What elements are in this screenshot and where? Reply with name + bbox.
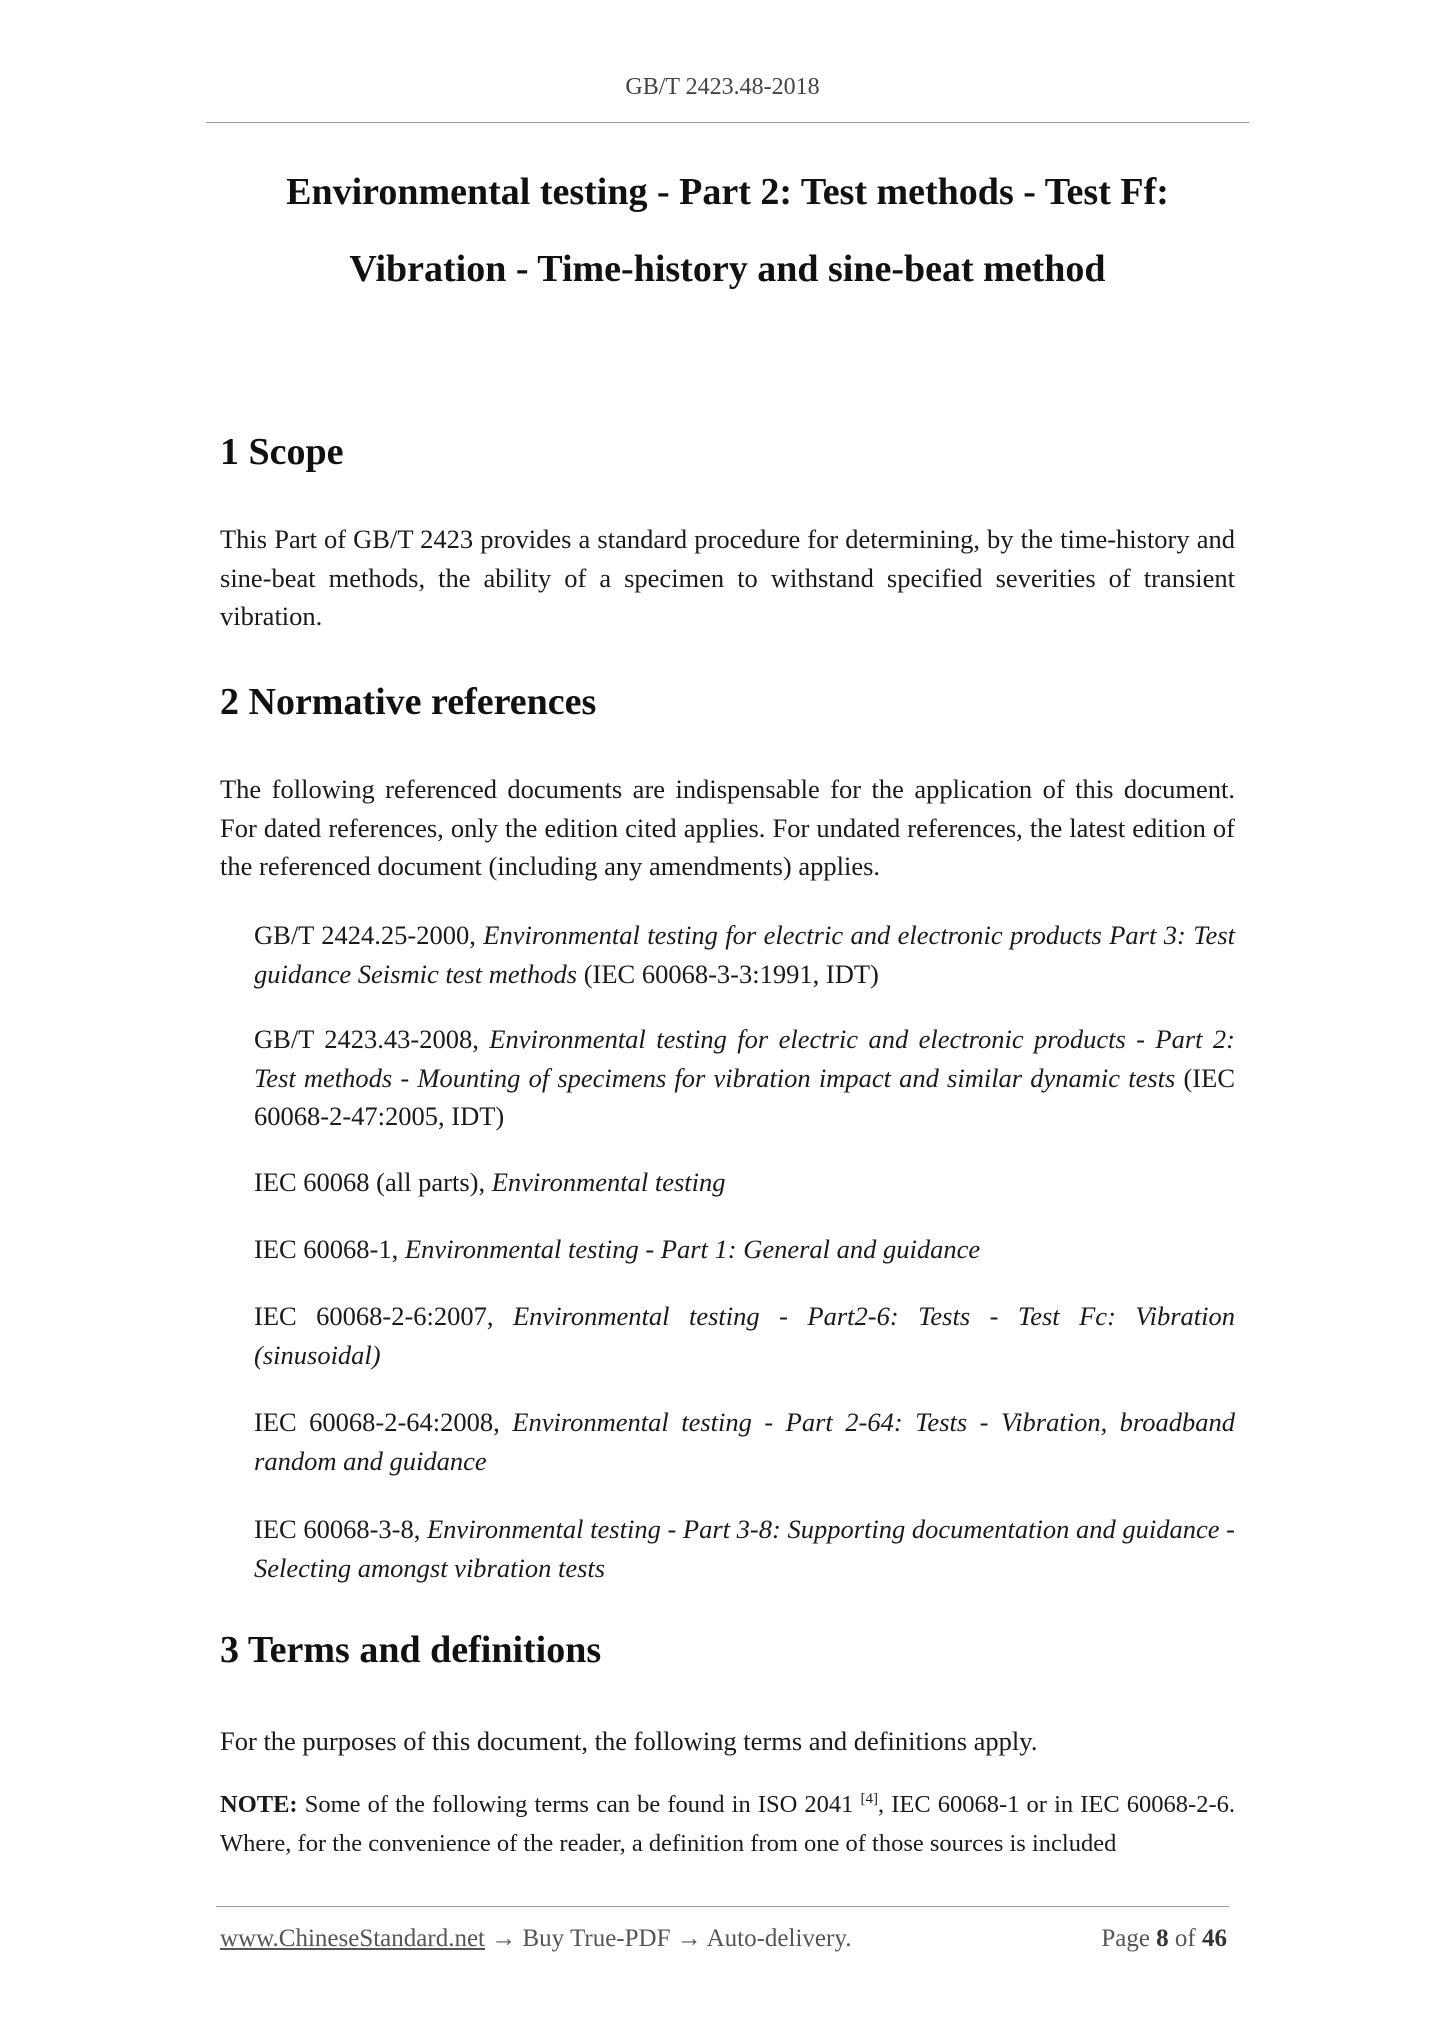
page-total: 46 [1202,1925,1227,1952]
arrow-right-icon: → [670,1925,707,1952]
reference-code: IEC 60068-2-64:2008, [254,1407,513,1437]
reference-suffix: (IEC 60068-3-3:1991, IDT) [577,958,879,989]
terms-intro: For the purposes of this document, the following terms and definitions apply. [220,1726,1038,1756]
note-text-start: Some of the following terms can be found in ISO 2041 [297,1791,861,1818]
note-label: NOTE: [220,1791,298,1818]
document-title-line-1: Environmental testing - Part 2: Test methods - Test Ff: [286,171,1169,213]
reference-title: Environmental testing for electric and electronic products - Part 2: Test methods - Mounting of specimens for vibration impact and similar dynamic tests [254,1024,1235,1093]
scope-paragraph: This Part of GB/T 2423 provides a standard procedure for determining, by the time-history and sine-beat methods, the ability of a specimen to withstand specified severities of transient vibration. [220,524,1235,631]
note-text-end: , IEC 60068-1 or in IEC 60068-2-6. Where, for the convenience of the reader, a definition from one of those sources is included [220,1791,1235,1857]
reference-code: IEC 60068-2-6:2007, [254,1301,513,1331]
reference-code: IEC 60068-1, [254,1234,405,1264]
section-heading-terms-and-definitions: 3 Terms and definitions [220,1629,602,1671]
reference-title: Environmental testing [491,1167,726,1197]
buy-pdf-text: Buy True-PDF [522,1925,671,1952]
reference-code: GB/T 2424.25-2000, [254,920,484,950]
reference-item [254,1020,1235,1136]
section-heading-normative-references: 2 Normative references [220,681,597,723]
citation-reference: [4] [860,1790,878,1807]
reference-code: IEC 60068-3-8, [254,1514,427,1544]
document-title-line-2: Vibration - Time-history and sine-beat method [349,248,1106,290]
arrow-right-icon: → [485,1925,523,1952]
reference-title: Environmental testing - Part 3-8: Supporting documentation and guidance - Selecting amongst vibration tests [254,1514,1236,1583]
page-current: 8 [1156,1925,1169,1952]
reference-title: Environmental testing for electric and electronic products Part 3: Test guidance Seismic test methods [254,920,1235,989]
reference-item [254,1403,1235,1480]
auto-delivery-text: Auto-delivery. [706,1925,852,1952]
reference-item [254,1510,1235,1587]
section-heading-scope: 1 Scope [220,431,344,473]
footer-links [220,1925,851,1953]
page-label: Page [1101,1925,1157,1952]
reference-item [254,1297,1235,1374]
page-number [1101,1925,1227,1953]
reference-item [254,1163,1235,1202]
note-paragraph [220,1786,1235,1863]
reference-title: Environmental testing - Part 1: General and guidance [404,1234,981,1264]
reference-title: Environmental testing - Part2-6: Tests - Test Fc: Vibration (sinusoidal) [254,1301,1235,1370]
page-of: of [1168,1925,1202,1952]
reference-code: IEC 60068 (all parts), [254,1167,492,1197]
footer-divider [216,1906,1229,1907]
header-divider [206,122,1249,123]
reference-title: Environmental testing - Part 2-64: Tests - Vibration, broadband random and guidance [254,1407,1235,1476]
normative-references-intro: The following referenced documents are indispensable for the application of this document. For dated references, only the edition cited applies. For undated references, the latest edition of the referenced document (including any amendments) applies. [220,774,1235,881]
reference-item [254,916,1235,993]
reference-code: GB/T 2423.43-2008, [254,1024,490,1054]
running-header: GB/T 2423.48-2018 [625,74,820,100]
reference-suffix: (IEC 60068-2-47:2005, IDT) [254,1062,1235,1131]
reference-item [254,1230,1235,1269]
website-link[interactable]: www.ChineseStandard.net [220,1925,485,1952]
